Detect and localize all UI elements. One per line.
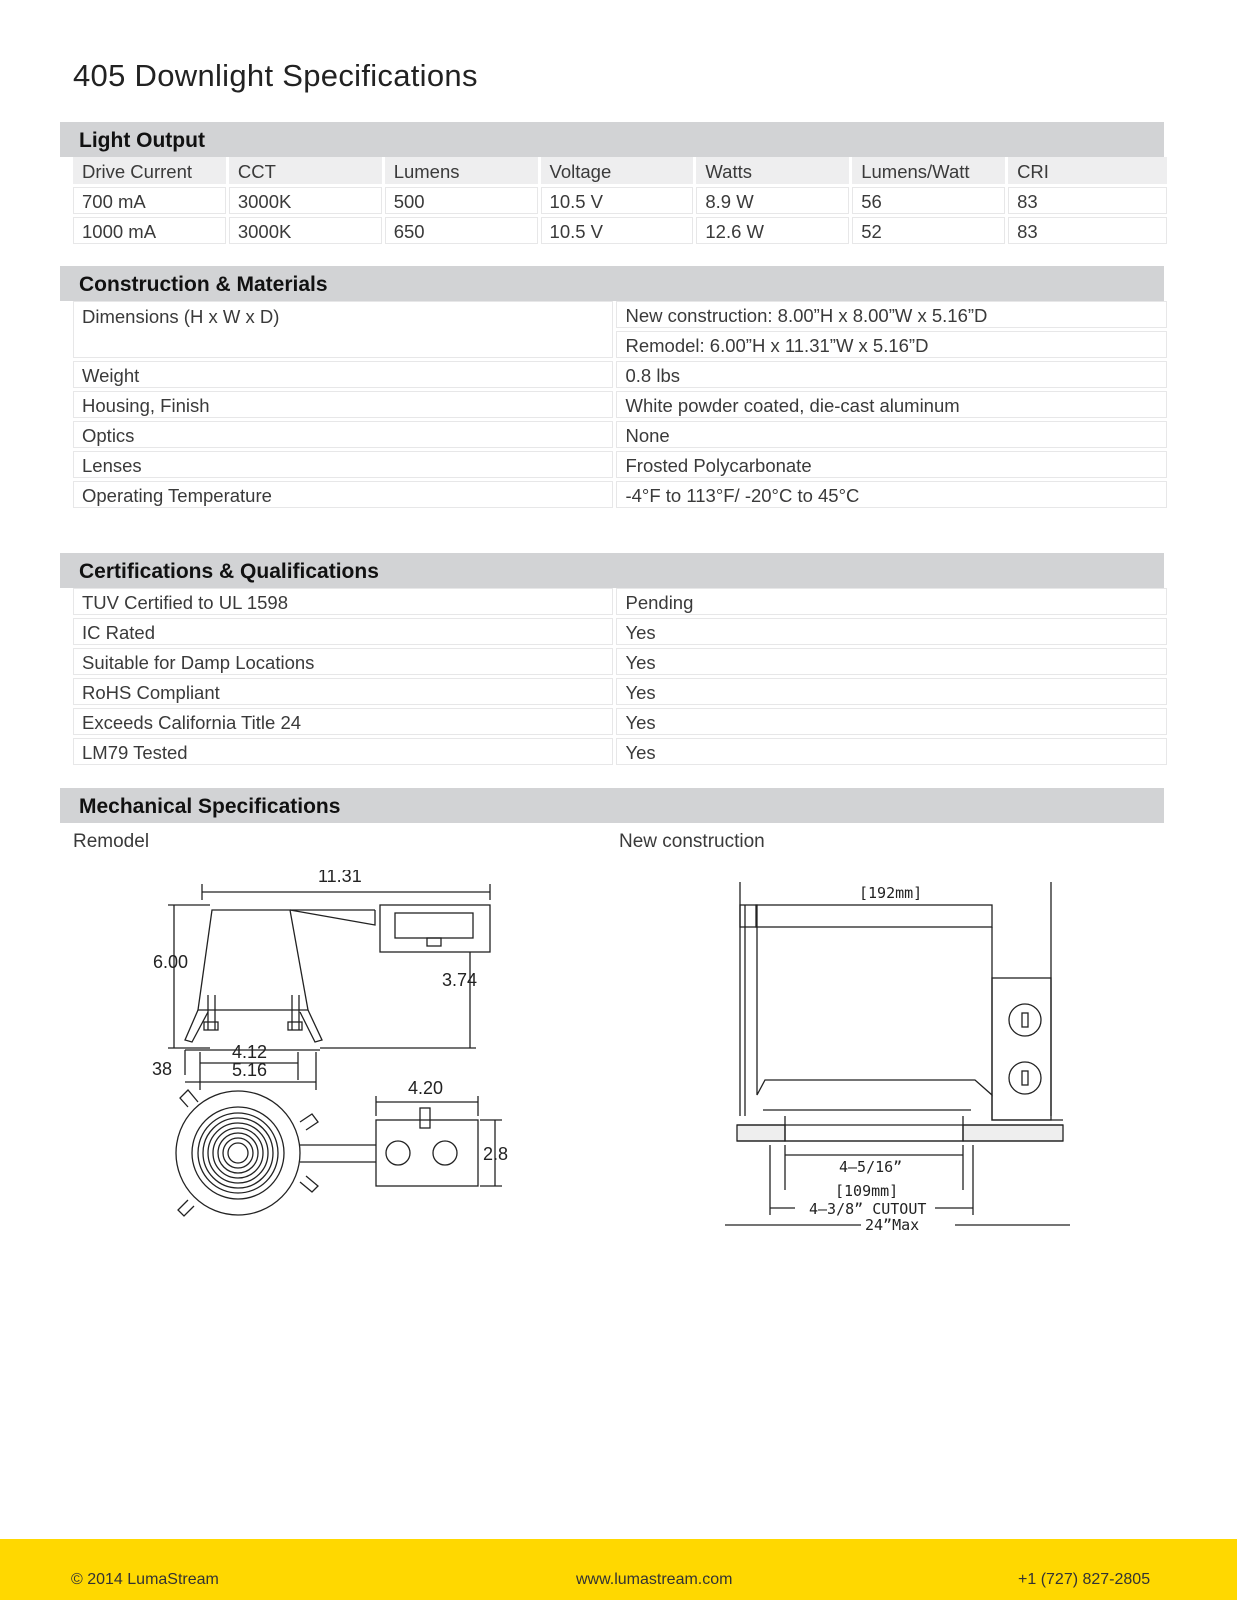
table-row — [73, 678, 1167, 705]
construction-header: Construction & Materials — [60, 266, 1164, 301]
certifications-table — [70, 585, 1170, 768]
dim-offset: 38 — [152, 1059, 173, 1079]
dimensions-new: New construction: 8.00”H x 8.00”W x 5.16”D — [616, 301, 1167, 328]
table-row — [73, 361, 1167, 388]
column-header: CRI — [1008, 157, 1167, 184]
dim-aperture: 4–5/16” — [839, 1158, 903, 1176]
mechanical-header: Mechanical Specifications — [60, 788, 1164, 823]
light-output-header-row — [73, 157, 1167, 184]
table-cell: 83 — [1008, 217, 1167, 244]
spec-label: Operating Temperature — [73, 481, 613, 508]
spec-value: None — [616, 421, 1167, 448]
dim-box-height: 3.74 — [442, 970, 478, 990]
table-cell: 700 mA — [73, 187, 226, 214]
dim-aperture-mm: [109mm] — [835, 1182, 899, 1200]
spec-label: RoHS Compliant — [73, 678, 613, 705]
table-cell: 650 — [385, 217, 538, 244]
spec-value: Yes — [616, 738, 1167, 765]
footer-copyright: © 2014 LumaStream — [71, 1571, 219, 1588]
table-cell: 10.5 V — [541, 187, 694, 214]
spec-value: Frosted Polycarbonate — [616, 451, 1167, 478]
spec-value: Yes — [616, 618, 1167, 645]
mechanical-section — [60, 788, 1164, 823]
table-row — [73, 481, 1167, 508]
dim-max: 24”Max — [865, 1216, 920, 1234]
column-header: Drive Current — [73, 157, 226, 184]
certifications-section — [60, 553, 1164, 768]
dim-cutout: 4–3/8” CUTOUT — [809, 1200, 927, 1218]
table-row — [73, 421, 1167, 448]
dimensions-remodel: Remodel: 6.00”H x 11.31”W x 5.16”D — [616, 331, 1167, 358]
spec-label: IC Rated — [73, 618, 613, 645]
spec-value: Yes — [616, 648, 1167, 675]
spec-label: Optics — [73, 421, 613, 448]
spec-value: Yes — [616, 678, 1167, 705]
spec-label: Lenses — [73, 451, 613, 478]
column-header: Lumens/Watt — [852, 157, 1005, 184]
dim-depth: 5.16 — [232, 1060, 268, 1080]
table-row — [73, 391, 1167, 418]
new-construction-label: New construction — [619, 831, 765, 852]
spec-value: White powder coated, die-cast aluminum — [616, 391, 1167, 418]
table-row — [73, 618, 1167, 645]
dim-inner: 4.12 — [232, 1042, 268, 1062]
table-row — [73, 648, 1167, 675]
spec-label: Exceeds California Title 24 — [73, 708, 613, 735]
table-cell: 3000K — [229, 187, 382, 214]
spec-label: LM79 Tested — [73, 738, 613, 765]
remodel-drawing — [140, 870, 540, 1240]
table-row — [73, 217, 1167, 244]
table-cell: 52 — [852, 217, 1005, 244]
dim-width: 11.31 — [318, 870, 362, 886]
footer-website[interactable]: www.lumastream.com — [576, 1571, 733, 1588]
table-cell: 12.6 W — [696, 217, 849, 244]
construction-section — [60, 266, 1164, 511]
page-title: 405 Downlight Specifications — [73, 58, 478, 93]
new-construction-drawing — [725, 870, 1070, 1240]
table-cell: 500 — [385, 187, 538, 214]
table-row — [73, 588, 1167, 615]
table-row — [73, 708, 1167, 735]
light-output-table — [70, 154, 1170, 247]
table-cell: 1000 mA — [73, 217, 226, 244]
dim-height: 6.00 — [153, 952, 189, 972]
dim-box-width: 4.20 — [408, 1078, 444, 1098]
dim-top: [192mm] — [859, 884, 923, 902]
table-row — [73, 187, 1167, 214]
spec-value: 0.8 lbs — [616, 361, 1167, 388]
table-row — [73, 451, 1167, 478]
table-cell: 8.9 W — [696, 187, 849, 214]
column-header: Lumens — [385, 157, 538, 184]
spec-label: Suitable for Damp Locations — [73, 648, 613, 675]
spec-label: TUV Certified to UL 1598 — [73, 588, 613, 615]
spec-value: Yes — [616, 708, 1167, 735]
column-header: Voltage — [541, 157, 694, 184]
column-header: CCT — [229, 157, 382, 184]
footer-phone: +1 (727) 827-2805 — [1018, 1571, 1151, 1588]
table-row — [73, 738, 1167, 765]
remodel-label: Remodel — [73, 831, 150, 852]
light-output-header: Light Output — [60, 122, 1164, 157]
table-cell: 56 — [852, 187, 1005, 214]
spec-label: Housing, Finish — [73, 391, 613, 418]
light-output-section — [60, 122, 1164, 247]
dim-box-depth: 2.8 — [483, 1144, 509, 1164]
table-cell: 3000K — [229, 217, 382, 244]
spec-value: -4°F to 113°F/ -20°C to 45°C — [616, 481, 1167, 508]
construction-table — [70, 298, 1170, 511]
footer — [0, 1539, 1237, 1600]
spec-label: Weight — [73, 361, 613, 388]
dimensions-label: Dimensions (H x W x D) — [73, 301, 613, 358]
spec-value: Pending — [616, 588, 1167, 615]
table-cell: 10.5 V — [541, 217, 694, 244]
column-header: Watts — [696, 157, 849, 184]
table-cell: 83 — [1008, 187, 1167, 214]
table-row — [73, 301, 1167, 328]
certifications-header: Certifications & Qualifications — [60, 553, 1164, 588]
